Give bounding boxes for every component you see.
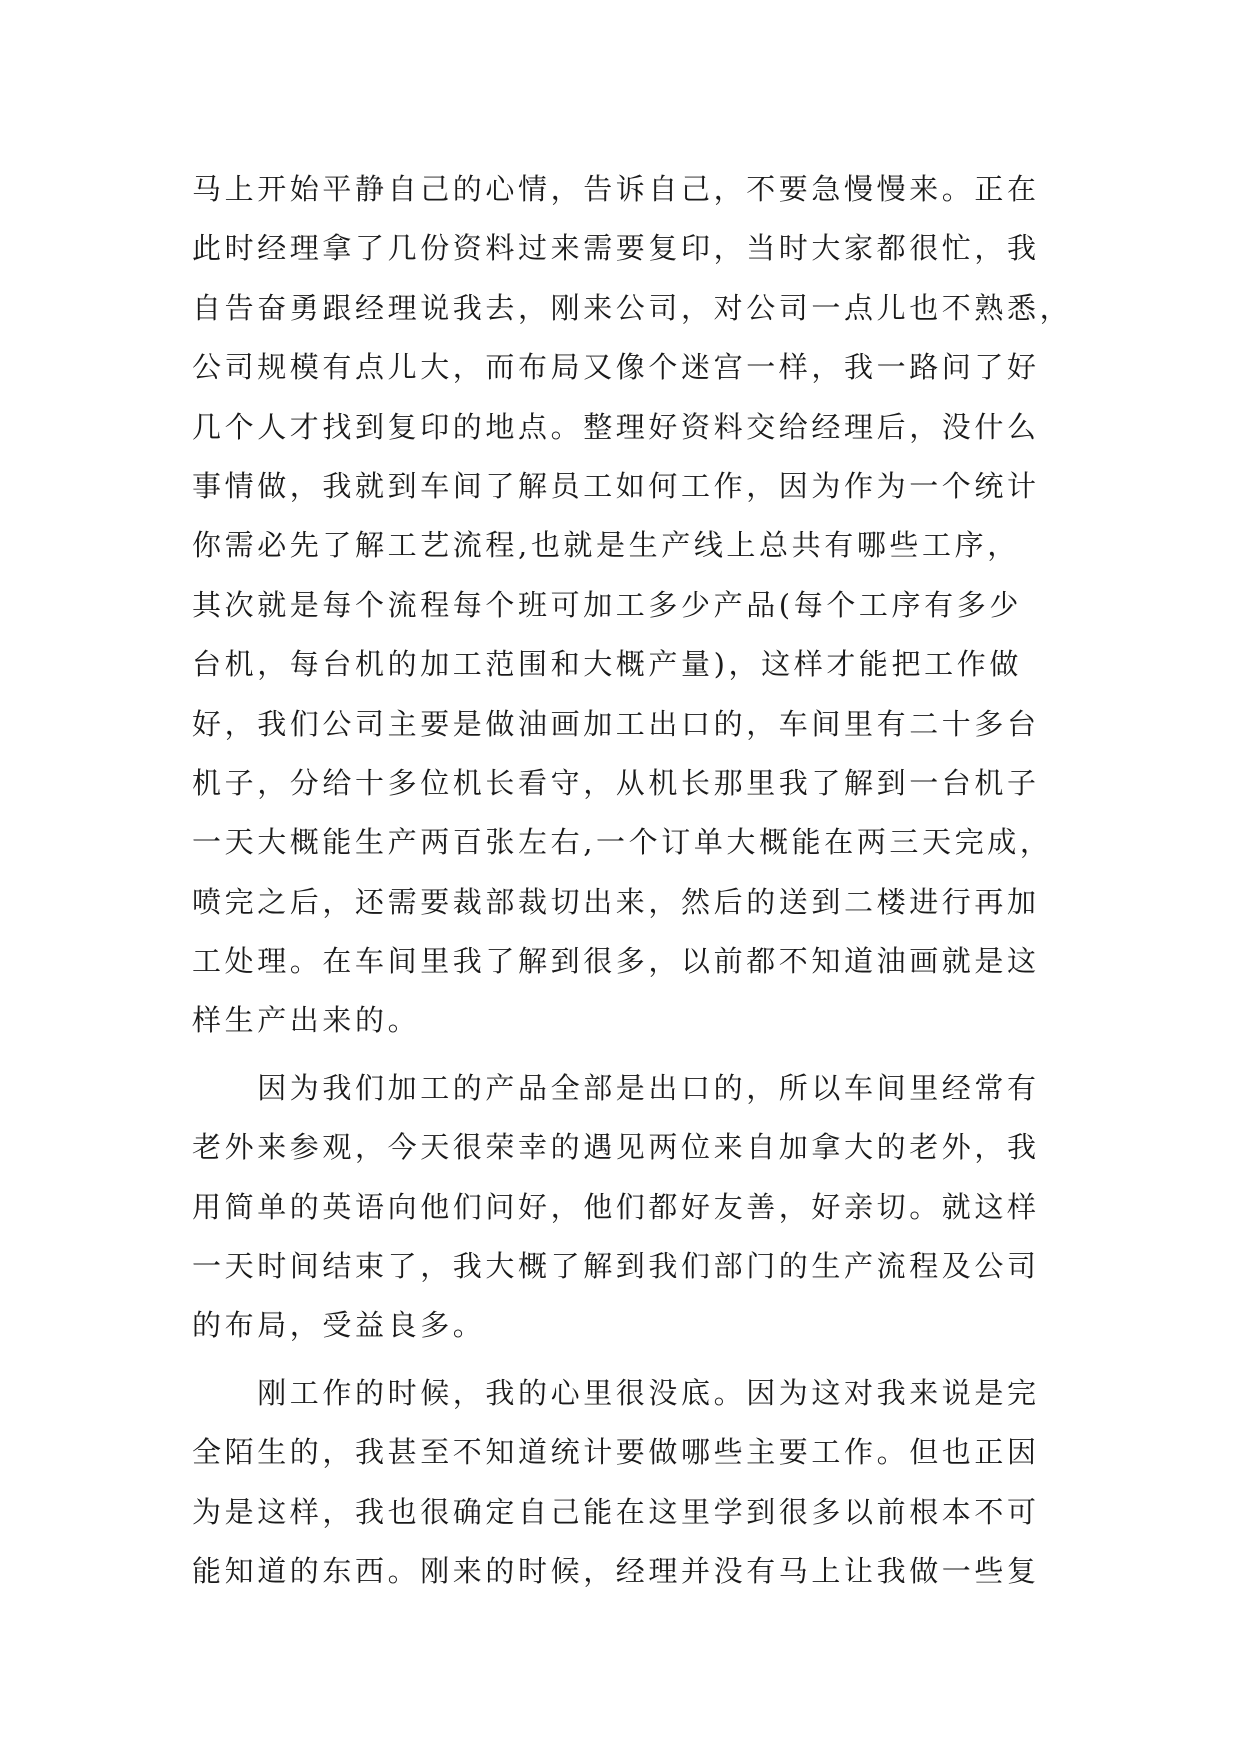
- body-text: [192, 160, 1073, 1601]
- text-line: 自告奋勇跟经理说我去，刚来公司，对公司一点儿也不熟悉，: [192, 290, 1073, 325]
- text-line: 机子，分给十多位机长看守，从机长那里我了解到一台机子: [192, 765, 1040, 800]
- paragraph-3: [192, 1364, 1052, 1602]
- text-line: 老外来参观，今天很荣幸的遇见两位来自加拿大的老外，我: [192, 1130, 1040, 1165]
- text-line: 台机，每台机的加工范围和大概产量)，这样才能把工作做: [192, 647, 1022, 682]
- paragraph-spacer: [192, 1356, 1052, 1364]
- text-line: 几个人才找到复印的地点。整理好资料交给经理后，没什么: [192, 409, 1040, 444]
- text-line: 你需必先了解工艺流程,也就是生产线上总共有哪些工序，: [192, 528, 1020, 563]
- paragraph-spacer: [192, 1051, 1052, 1059]
- text-line: 的布局，受益良多。: [192, 1308, 486, 1343]
- text-line: 事情做，我就到车间了解员工如何工作，因为作为一个统计: [192, 468, 1040, 503]
- text-line: 公司规模有点儿大，而布局又像个迷宫一样，我一路问了好: [192, 350, 1040, 385]
- paragraph-2: [192, 1059, 1052, 1356]
- text-line: 一天时间结束了，我大概了解到我们部门的生产流程及公司: [192, 1249, 1040, 1284]
- text-line: 此时经理拿了几份资料过来需要复印，当时大家都很忙，我: [192, 231, 1040, 266]
- text-line: 好，我们公司主要是做油画加工出口的，车间里有二十多台: [192, 706, 1040, 741]
- text-line: 一天大概能生产两百张左右,一个订单大概能在两三天完成，: [192, 825, 1053, 860]
- text-line: 用简单的英语向他们问好，他们都好友善，好亲切。就这样: [192, 1189, 1040, 1224]
- paragraph-1: [192, 160, 1073, 1051]
- text-line: 喷完之后，还需要裁部裁切出来，然后的送到二楼进行再加: [192, 884, 1040, 919]
- text-line: 为是这样，我也很确定自己能在这里学到很多以前根本不可: [192, 1494, 1040, 1529]
- text-line: 能知道的东西。刚来的时候，经理并没有马上让我做一些复: [192, 1553, 1040, 1588]
- text-line: 样生产出来的。: [192, 1003, 421, 1038]
- text-line: 工处理。在车间里我了解到很多，以前都不知道油画就是这: [192, 944, 1040, 979]
- text-line: 其次就是每个流程每个班可加工多少产品(每个工序有多少: [192, 587, 1022, 622]
- text-line: 刚工作的时候，我的心里很没底。因为这对我来说是完: [192, 1375, 1040, 1410]
- text-line: 因为我们加工的产品全部是出口的，所以车间里经常有: [192, 1070, 1040, 1105]
- text-line: 马上开始平静自己的心情，告诉自己，不要急慢慢来。正在: [192, 172, 1040, 206]
- text-line: 全陌生的，我甚至不知道统计要做哪些主要工作。但也正因: [192, 1435, 1040, 1470]
